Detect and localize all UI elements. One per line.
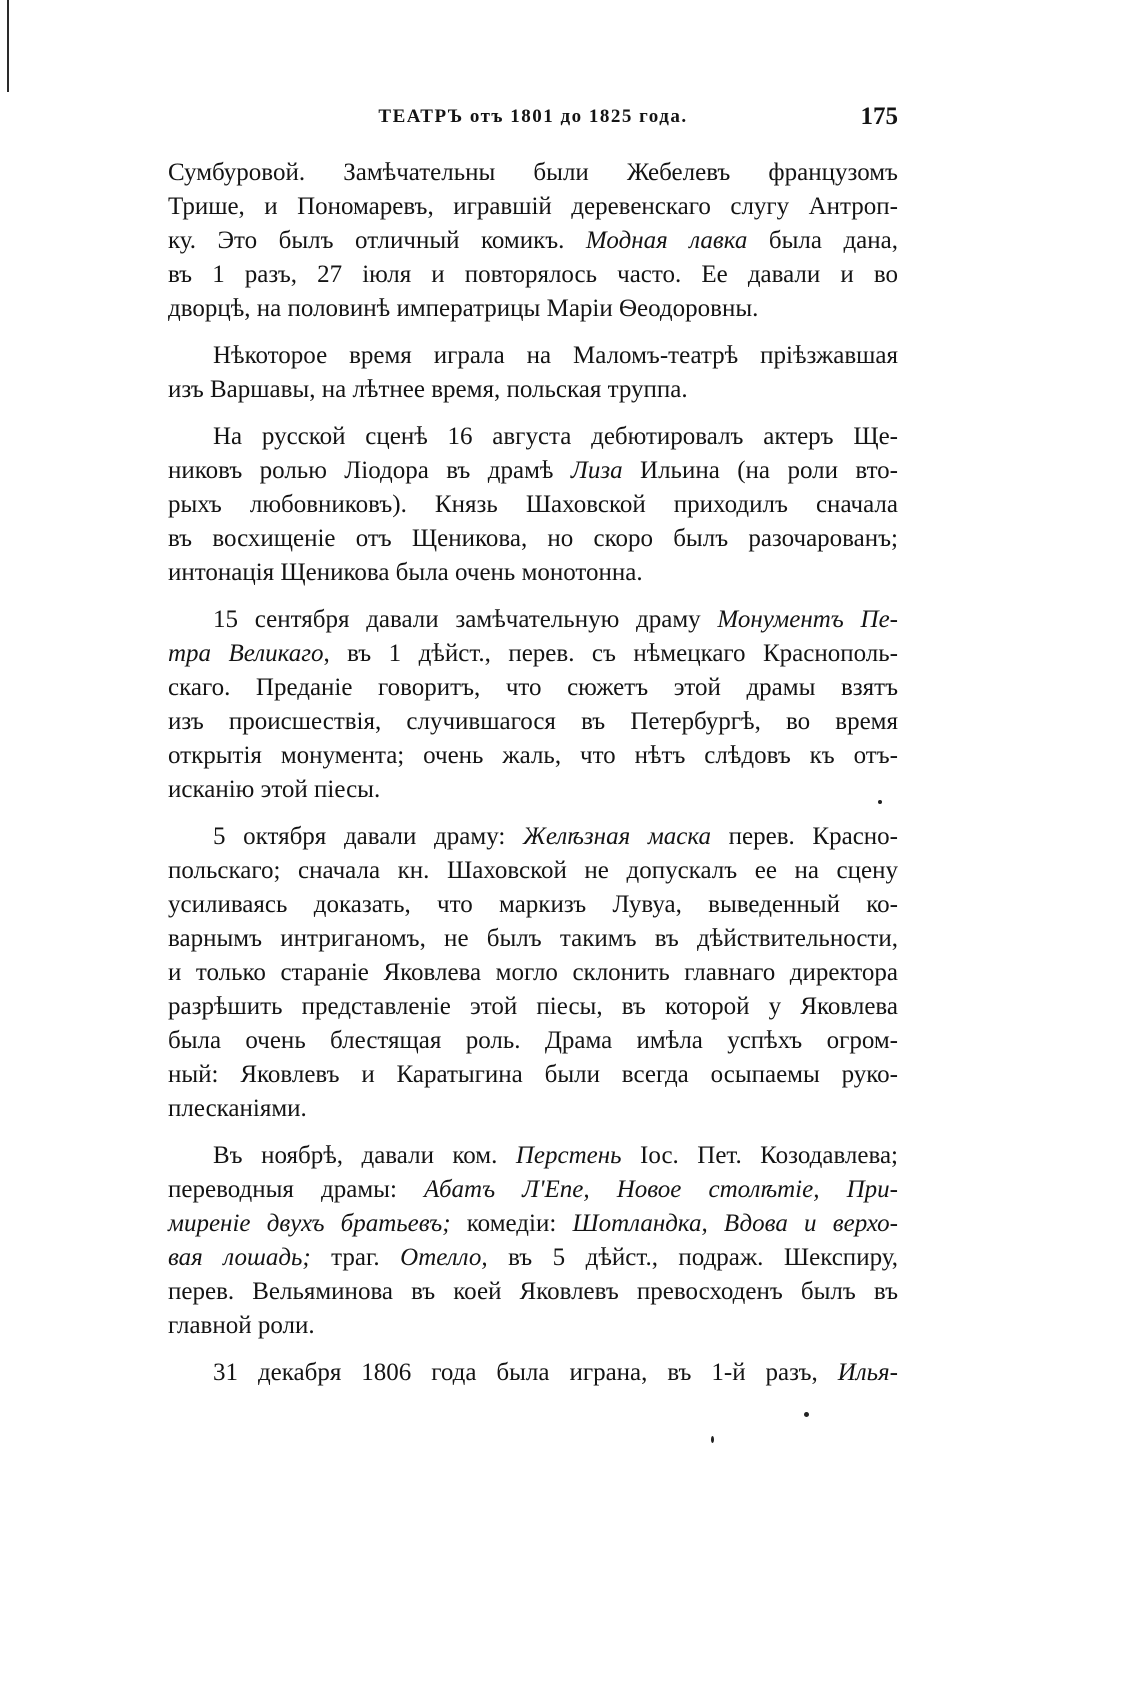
scan-speck	[878, 800, 882, 804]
text-run: въ 1 разъ, 27 іюля и повторялось часто. Ее давали и во	[168, 261, 898, 288]
paragraph	[168, 1139, 898, 1343]
text-run: исканію этой піесы.	[168, 776, 381, 803]
paragraph	[168, 339, 898, 407]
text-line	[168, 1275, 898, 1309]
text-run: польскаго; сначала кн. Шаховской не допускалъ ее на сцену	[168, 857, 898, 884]
italic-title-run: Модная лавка	[585, 227, 748, 254]
italic-title-run: Шотландка, Вдова и верхо-	[572, 1210, 899, 1237]
text-line	[168, 488, 898, 522]
text-run: изъ Варшавы, на лѣтнее время, польская труппа.	[168, 376, 688, 403]
text-run: скаго. Преданіе говоритъ, что сюжетъ этой драмы взятъ	[168, 674, 898, 701]
text-run: усиливаясь доказать, что маркизъ Лувуа, выведенный ко-	[168, 891, 898, 918]
text-line	[168, 1356, 898, 1390]
text-line	[168, 224, 898, 258]
text-run: была дана,	[747, 227, 898, 254]
text-run: Въ ноябрѣ, давали ком.	[213, 1142, 516, 1169]
text-line	[168, 339, 898, 373]
text-run: , въ 1 дѣйст., перев. съ нѣмецкаго Краснополь-	[323, 640, 898, 667]
text-run: никовъ ролью Ліодора въ драмѣ	[168, 457, 571, 484]
text-run: На русской сценѣ 16 августа дебютировалъ актеръ Ще-	[213, 423, 898, 450]
text-run: разрѣшить представленіе этой піесы, въ которой у Яковлева	[168, 993, 898, 1020]
text-line	[168, 1241, 898, 1275]
body-text	[168, 156, 898, 1390]
text-line	[168, 1092, 898, 1126]
text-run: главной роли.	[168, 1312, 315, 1339]
text-run: Трише, и Пономаревъ, игравшій деревенскаго слугу Антроп-	[168, 193, 898, 220]
text-run: и только стараніе Яковлева могло склонить главнаго директора	[168, 959, 898, 986]
text-line	[168, 739, 898, 773]
italic-title-run: Монументъ Пе-	[717, 606, 898, 633]
text-line	[168, 556, 898, 590]
text-run: траг.	[310, 1244, 401, 1271]
text-run: плесканіями.	[168, 1095, 307, 1122]
text-line	[168, 292, 898, 326]
scan-speck	[711, 1436, 714, 1443]
text-run: была очень блестящая роль. Драма имѣла успѣхъ огром-	[168, 1027, 898, 1054]
text-line	[168, 373, 898, 407]
italic-title-run: Абатъ Л'Епе, Новое столѣтіе, При-	[424, 1176, 898, 1203]
text-line	[168, 1058, 898, 1092]
text-run: комедіи:	[450, 1210, 573, 1237]
text-run: ный: Яковлевъ и Каратыгина были всегда осыпаемы руко-	[168, 1061, 898, 1088]
text-run: Іос. Пет. Козодавлева;	[621, 1142, 899, 1169]
text-run: ку. Это былъ отличный комикъ.	[168, 227, 586, 254]
text-line	[168, 156, 898, 190]
text-line	[168, 671, 898, 705]
running-head	[168, 100, 898, 134]
text-line	[168, 603, 898, 637]
italic-title-run: Желѣзная маска	[522, 823, 711, 850]
text-run: открытія монумента; очень жаль, что нѣтъ слѣдовъ къ отъ-	[168, 742, 898, 769]
text-run: въ 5 дѣйст., подраж. Шекспиру,	[487, 1244, 898, 1271]
text-run: перев. Вельяминова въ коей Яковлевъ превосходенъ былъ въ	[168, 1278, 898, 1305]
scan-edge-line	[7, 0, 9, 92]
running-title: ТЕАТРЪ отъ 1801 до 1825 года.	[378, 106, 688, 127]
text-line	[168, 820, 898, 854]
italic-title-run: Перстень	[515, 1142, 622, 1169]
italic-title-run: Лиза	[570, 457, 623, 484]
paragraph	[168, 420, 898, 590]
italic-title-run: Илья-	[837, 1359, 898, 1386]
text-line	[168, 1207, 898, 1241]
text-line	[168, 190, 898, 224]
text-run: переводныя драмы:	[168, 1176, 425, 1203]
text-run: Нѣкоторое время играла на Маломъ-театрѣ пріѣзжавшая	[213, 342, 898, 369]
text-line	[168, 1139, 898, 1173]
page-number: 175	[860, 103, 898, 130]
text-line	[168, 888, 898, 922]
italic-title-run: тра Великаго	[168, 640, 324, 667]
paragraph	[168, 156, 898, 326]
text-run: 15 сентября давали замѣчательную драму	[213, 606, 718, 633]
text-line	[168, 1024, 898, 1058]
text-run: Ильина (на роли вто-	[622, 457, 898, 484]
text-line	[168, 705, 898, 739]
text-line	[168, 522, 898, 556]
paragraph	[168, 820, 898, 1126]
text-line	[168, 258, 898, 292]
paragraph	[168, 1356, 898, 1390]
text-run: въ восхищеніе отъ Щеникова, но скоро былъ разочарованъ;	[168, 525, 898, 552]
text-run: перев. Красно-	[710, 823, 898, 850]
text-line	[168, 637, 898, 671]
italic-title-run: миреніе двухъ братьевъ;	[168, 1210, 451, 1237]
text-line	[168, 773, 898, 807]
text-line	[168, 922, 898, 956]
text-line	[168, 1173, 898, 1207]
text-run: Сумбуровой. Замѣчательны были Жебелевъ французомъ	[168, 159, 898, 186]
scan-speck	[804, 1412, 809, 1417]
italic-title-run: Отелло,	[400, 1244, 488, 1271]
text-run: изъ происшествія, случившагося въ Петербургѣ, во время	[168, 708, 898, 735]
text-line	[168, 990, 898, 1024]
text-line	[168, 454, 898, 488]
text-run: дворцѣ, на половинѣ императрицы Маріи Ѳеодоровны.	[168, 295, 759, 322]
text-run: рыхъ любовниковъ). Князь Шаховской приходилъ сначала	[168, 491, 898, 518]
paragraph	[168, 603, 898, 807]
text-run: варнымъ интриганомъ, не былъ такимъ въ дѣйствительности,	[168, 925, 898, 952]
text-line	[168, 854, 898, 888]
text-line	[168, 956, 898, 990]
text-run: интонація Щеникова была очень монотонна.	[168, 559, 643, 586]
text-line	[168, 1309, 898, 1343]
text-line	[168, 420, 898, 454]
text-run: 5 октября давали драму:	[213, 823, 523, 850]
text-run: 31 декабря 1806 года была играна, въ 1-й разъ,	[213, 1359, 838, 1386]
italic-title-run: вая лошадь;	[168, 1244, 311, 1271]
